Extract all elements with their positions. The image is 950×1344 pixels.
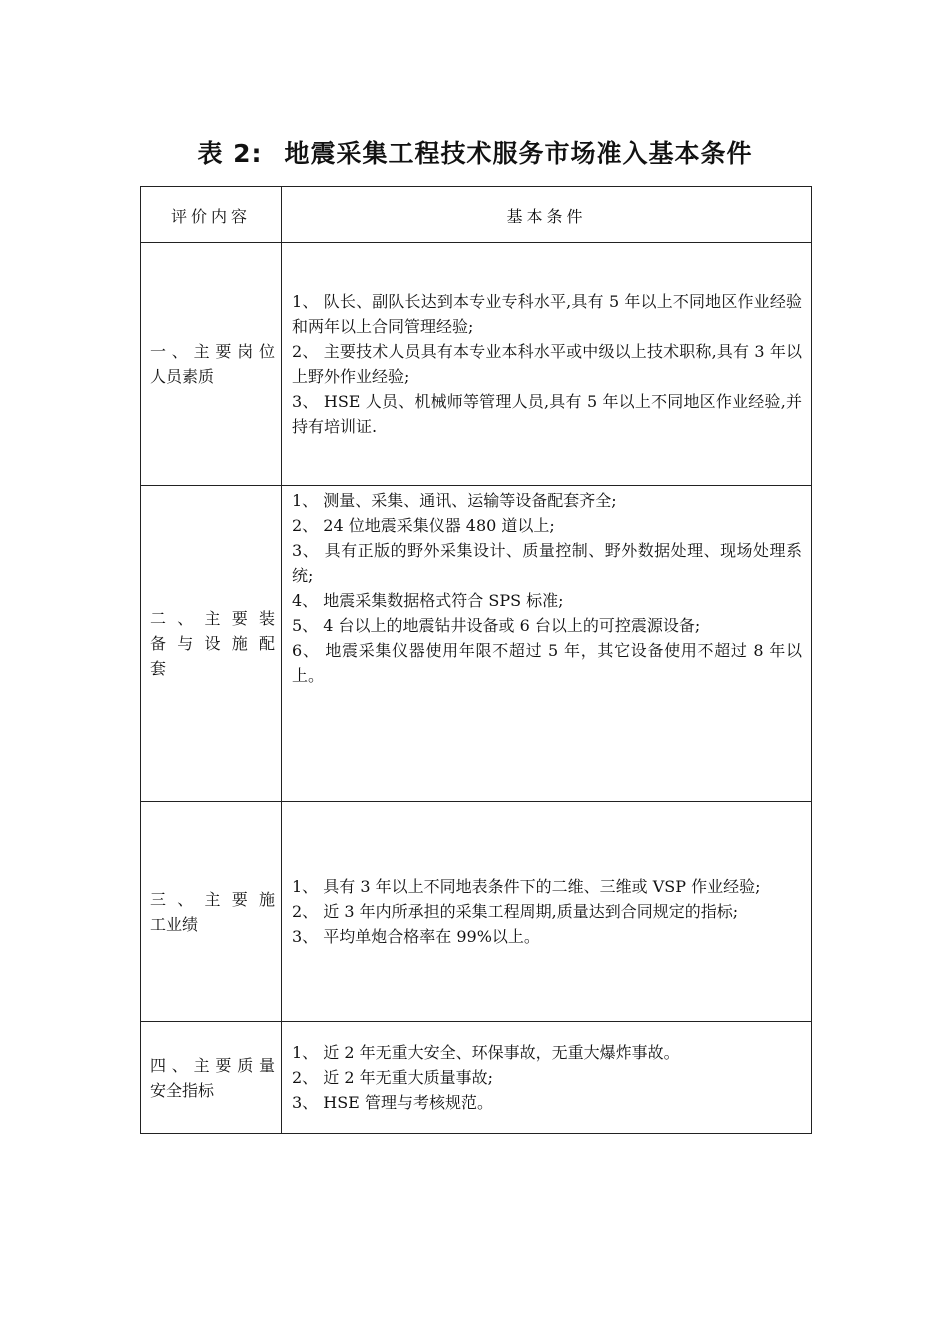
category-line: 备与设施配 <box>150 634 275 653</box>
table-title <box>0 134 950 170</box>
conditions-cell <box>282 486 812 802</box>
condition-item: 1、 队长、副队长达到本专业专科水平,具有 5 年以上不同地区作业经验和两年以上合同管理经验; <box>292 292 802 336</box>
category-line: 四、主要质量 <box>150 1055 275 1075</box>
condition-item: 3、 具有正版的野外采集设计、质量控制、野外数据处理、现场处理系统; <box>292 541 802 585</box>
condition-item: 1、 具有 3 年以上不同地表条件下的二维、三维或 VSP 作业经验; <box>292 877 761 896</box>
table-row <box>141 802 812 1022</box>
condition-item: 3、 HSE 人员、机械师等管理人员,具有 5 年以上不同地区作业经验,并持有培训证. <box>292 392 802 436</box>
condition-item: 6、 地震采集仪器使用年限不超过 5 年，其它设备使用不超过 8 年以上。 <box>292 641 802 685</box>
requirements-table <box>140 186 812 1134</box>
conditions-cell <box>282 1022 812 1134</box>
category-line: 一、主要岗位 <box>150 342 275 361</box>
table-row <box>141 1022 812 1134</box>
category-line: 工业绩 <box>150 914 199 934</box>
table-row <box>141 243 812 486</box>
table-title-text: 地震采集工程技术服务市场准入基本条件 <box>284 139 753 168</box>
condition-item: 3、 HSE 管理与考核规范。 <box>292 1093 493 1112</box>
category-cell <box>141 802 282 1022</box>
category-line: 三、主要施 <box>150 889 275 909</box>
condition-item: 2、 主要技术人员具有本专业本科水平或中级以上技术职称,具有 3 年以上野外作业经验; <box>292 342 802 386</box>
condition-item: 2、 24 位地震采集仪器 480 道以上; <box>292 516 555 535</box>
table-header-row <box>141 187 812 243</box>
category-cell <box>141 243 282 486</box>
category-line: 人员素质 <box>150 367 215 386</box>
header-basic-conditions: 基本条件 <box>282 187 812 243</box>
condition-item: 3、 平均单炮合格率在 99%以上。 <box>292 927 540 946</box>
condition-item: 1、 近 2 年无重大安全、环保事故，无重大爆炸事故。 <box>292 1043 680 1062</box>
condition-item: 4、 地震采集数据格式符合 SPS 标准; <box>292 591 564 610</box>
table-number: 表 2: <box>197 139 263 168</box>
category-line: 二、主要装 <box>150 609 275 628</box>
conditions-cell <box>282 802 812 1022</box>
table-row <box>141 486 812 802</box>
category-cell <box>141 1022 282 1134</box>
category-line: 安全指标 <box>150 1080 215 1100</box>
conditions-cell <box>282 243 812 486</box>
category-cell <box>141 486 282 802</box>
condition-item: 2、 近 2 年无重大质量事故; <box>292 1068 494 1087</box>
condition-item: 2、 近 3 年内所承担的采集工程周期,质量达到合同规定的指标; <box>292 902 739 921</box>
header-evaluation-content: 评价内容 <box>141 187 282 243</box>
condition-item: 5、 4 台以上的地震钻井设备或 6 台以上的可控震源设备; <box>292 616 701 635</box>
category-line: 套 <box>150 659 167 678</box>
condition-item: 1、 测量、采集、通讯、运输等设备配套齐全; <box>292 491 617 510</box>
